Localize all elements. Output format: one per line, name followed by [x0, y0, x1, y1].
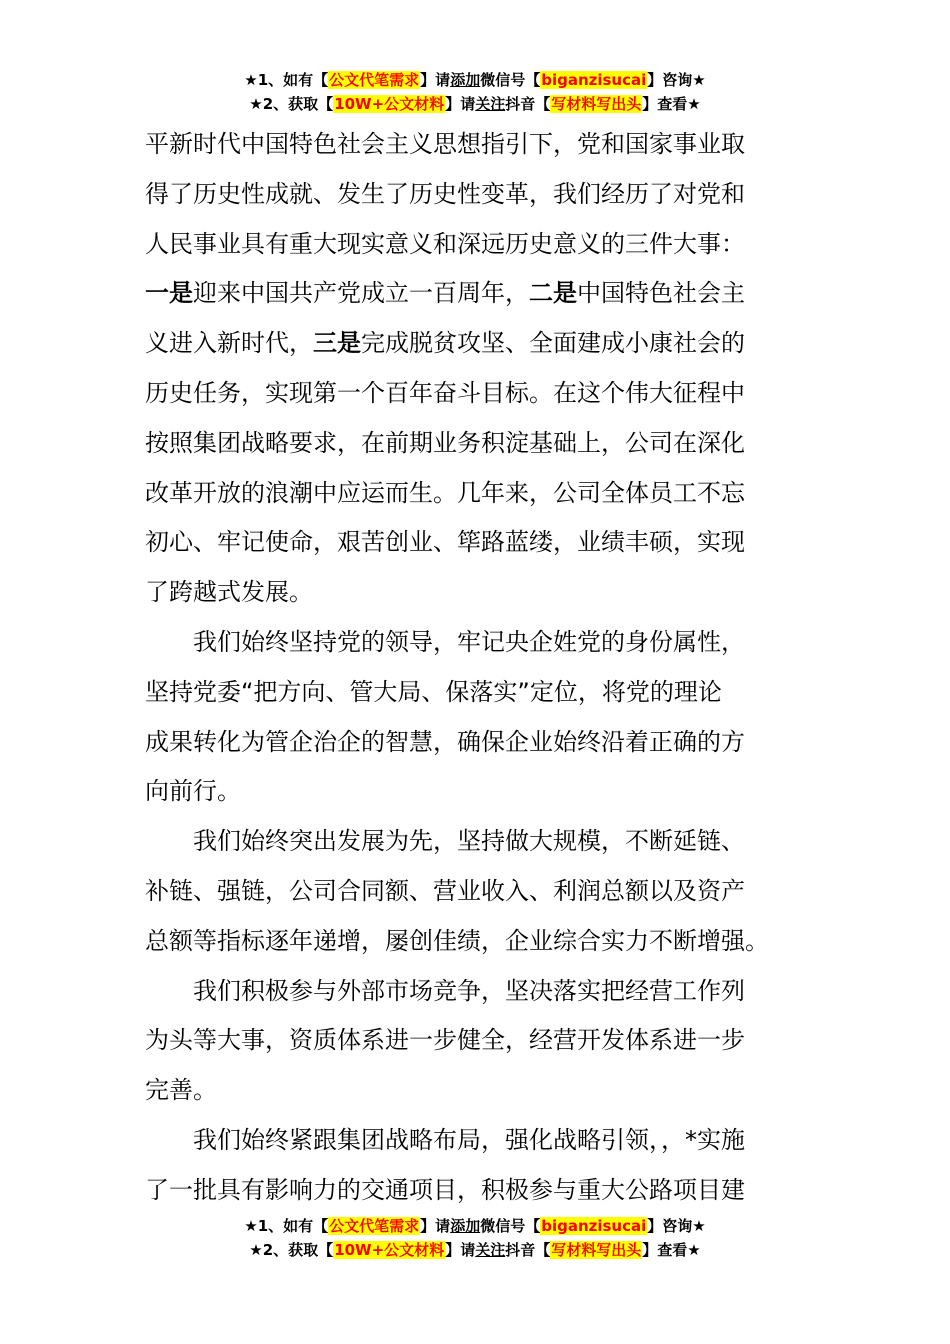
promo-line-1: ★1、如有【公文代笔需求】请添加微信号【biganzisucai】咨询★: [244, 1217, 706, 1235]
text-line: 我们始终坚持党的领导，牢记央企姓党的身份属性，: [193, 627, 745, 656]
highlight-service: 公文代笔需求: [329, 71, 420, 89]
highlight-douyin: 写材料写出头: [551, 1241, 642, 1259]
text-line: 人民事业具有重大现实意义和深远历史意义的三件大事：: [145, 229, 745, 258]
text-line: 我们积极参与外部市场竞争，坚决落实把经营工作列: [193, 976, 745, 1005]
document-body: [145, 120, 825, 1216]
text-line: 历史任务，实现第一个百年奋斗目标。在这个伟大征程中: [145, 378, 745, 407]
bold-marker: 二是: [529, 279, 577, 308]
bold-marker: 一是: [145, 279, 193, 308]
text-line: 我们始终突出发展为先，坚持做大规模，不断延链、: [193, 827, 745, 856]
text-line: 我们始终紧跟集团战略布局，强化战略引领，，*实施: [193, 1125, 745, 1154]
text-line: 得了历史性成就、发生了历史性变革，我们经历了对党和: [145, 179, 745, 208]
text-line: 按照集团战略要求，在前期业务积淀基础上，公司在深化: [145, 428, 745, 457]
text-line: 改革开放的浪潮中应运而生。几年来，公司全体员工不忘: [145, 478, 745, 507]
text-line: 坚持党委“把方向、管大局、保落实”定位，将党的理论: [145, 677, 722, 706]
text-line: 了跨越式发展。: [145, 578, 313, 607]
text-line: 一是迎来中国共产党成立一百周年，二是中国特色社会主: [145, 279, 745, 308]
text-line: 补链、强链，公司合同额、营业收入、利润总额以及资产: [145, 876, 745, 905]
promo-line-2: ★2、获取【10W+公文材料】请关注抖音【写材料写出头】查看★: [249, 1241, 701, 1259]
highlight-materials: 10W+公文材料: [334, 1241, 445, 1259]
highlight-wechat-id: biganzisucai: [541, 1217, 647, 1235]
text-line: 义进入新时代，三是完成脱贫攻坚、全面建成小康社会的: [145, 329, 745, 358]
text-line: 总额等指标逐年递增，屡创佳绩，企业综合实力不断增强。: [145, 926, 769, 955]
promo-line-1: ★1、如有【公文代笔需求】请添加微信号【biganzisucai】咨询★: [244, 71, 706, 89]
text-line: 向前行。: [145, 777, 241, 806]
bold-marker: 三是: [313, 329, 361, 358]
text-line: 了一批具有影响力的交通项目，积极参与重大公路项目建: [145, 1175, 745, 1204]
promo-banner-top: [0, 68, 950, 116]
promo-line-2: ★2、获取【10W+公文材料】请关注抖音【写材料写出头】查看★: [249, 95, 701, 113]
text-line: 初心、牢记使命，艰苦创业、筚路蓝缕，业绩丰硕，实现: [145, 528, 745, 557]
highlight-service: 公文代笔需求: [329, 1217, 420, 1235]
text-line: 成果转化为管企治企的智慧，确保企业始终沿着正确的方: [145, 727, 745, 756]
highlight-wechat-id: biganzisucai: [541, 71, 647, 89]
promo-banner-bottom: [0, 1214, 950, 1262]
highlight-douyin: 写材料写出头: [551, 95, 642, 113]
text-line: 完善。: [145, 1076, 217, 1105]
text-line: 平新时代中国特色社会主义思想指引下，党和国家事业取: [145, 130, 745, 158]
text-line: 为头等大事，资质体系进一步健全，经营开发体系进一步: [145, 1026, 745, 1055]
highlight-materials: 10W+公文材料: [334, 95, 445, 113]
